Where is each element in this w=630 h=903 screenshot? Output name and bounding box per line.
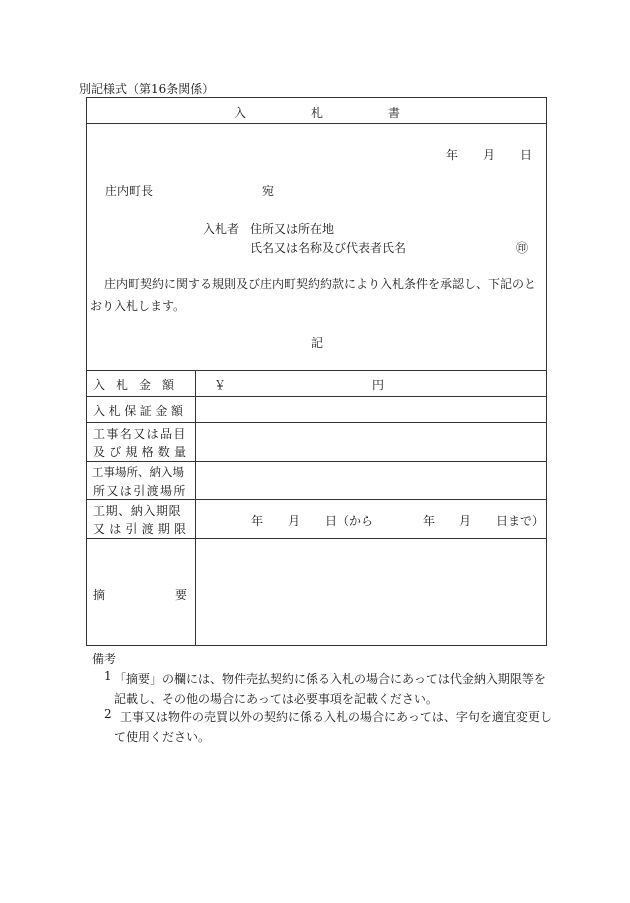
date-day: 日 bbox=[520, 148, 533, 162]
period-year-to: 年 bbox=[423, 514, 436, 528]
bid-amount-label: 入札金額 bbox=[93, 378, 186, 392]
title-char-1: 入 bbox=[234, 106, 247, 120]
form-caption: 別記様式（第16条関係） bbox=[79, 82, 215, 96]
form-title bbox=[234, 104, 400, 121]
period-label-2: 又は引渡期限 bbox=[93, 522, 191, 536]
period-year-from: 年 bbox=[251, 514, 264, 528]
date-month: 月 bbox=[483, 148, 496, 162]
note-text-2: 工事又は物件の売買以外の契約に係る入札の場合にあっては、字句を適宜変更して使用ください。 bbox=[114, 710, 552, 744]
divider-body bbox=[86, 370, 547, 371]
ki-mark: 記 bbox=[311, 336, 324, 350]
period-day-from: 日（から bbox=[325, 514, 374, 528]
period-day-to: 日まで） bbox=[496, 514, 545, 528]
work-name-label-1: 工事名又は品目 bbox=[93, 427, 187, 441]
title-char-3: 書 bbox=[387, 106, 400, 120]
date-year: 年 bbox=[446, 148, 459, 162]
work-name-label-2: 及び規格数量 bbox=[93, 445, 191, 459]
place-label-1: 工事場所、納入場 bbox=[92, 465, 184, 479]
addressee: 庄内町長 bbox=[105, 184, 154, 198]
addressee-suffix: 宛 bbox=[262, 184, 275, 198]
period-month-to: 月 bbox=[459, 514, 472, 528]
bid-statement: 庄内町契約に関する規則及び庄内町契約約款により入札条件を承認し、下記のとおり入札します。 bbox=[90, 277, 537, 313]
divider-row-1 bbox=[86, 396, 547, 397]
notes-heading: 備考 bbox=[92, 652, 117, 666]
yen-symbol: ￥ bbox=[214, 378, 227, 392]
bidder-label: 入札者 bbox=[203, 222, 240, 236]
note-number-1: 1 bbox=[104, 669, 112, 683]
address-label: 住所又は所在地 bbox=[250, 222, 335, 236]
divider-row-4 bbox=[86, 499, 547, 500]
period-month-from: 月 bbox=[288, 514, 301, 528]
title-char-2: 札 bbox=[310, 106, 323, 120]
divider-title bbox=[86, 123, 547, 124]
name-label: 氏名又は名称及び代表者氏名 bbox=[250, 241, 407, 255]
bid-form-frame bbox=[86, 97, 547, 646]
remarks-label bbox=[93, 586, 187, 603]
remarks-char-2: 要 bbox=[174, 588, 187, 602]
note-number-2: 2 bbox=[104, 707, 112, 721]
divider-row-3 bbox=[86, 461, 547, 462]
seal-mark: ㊞ bbox=[516, 241, 529, 255]
place-label-2: 所又は引渡場所 bbox=[93, 484, 187, 498]
guarantee-label: 入札保証金額 bbox=[93, 404, 187, 418]
divider-row-5 bbox=[86, 538, 547, 539]
yen-unit: 円 bbox=[372, 378, 385, 392]
note-text-1: 「摘要」の欄には、物件売払契約に係る入札の場合にあっては代金納入期限等を記載し、その他の場合にあっては必要事項を記載ください。 bbox=[114, 672, 546, 706]
divider-row-2 bbox=[86, 422, 547, 423]
period-label-1: 工期、納入期限 bbox=[93, 504, 182, 518]
column-divider bbox=[195, 370, 196, 646]
remarks-char-1: 摘 bbox=[93, 588, 106, 602]
